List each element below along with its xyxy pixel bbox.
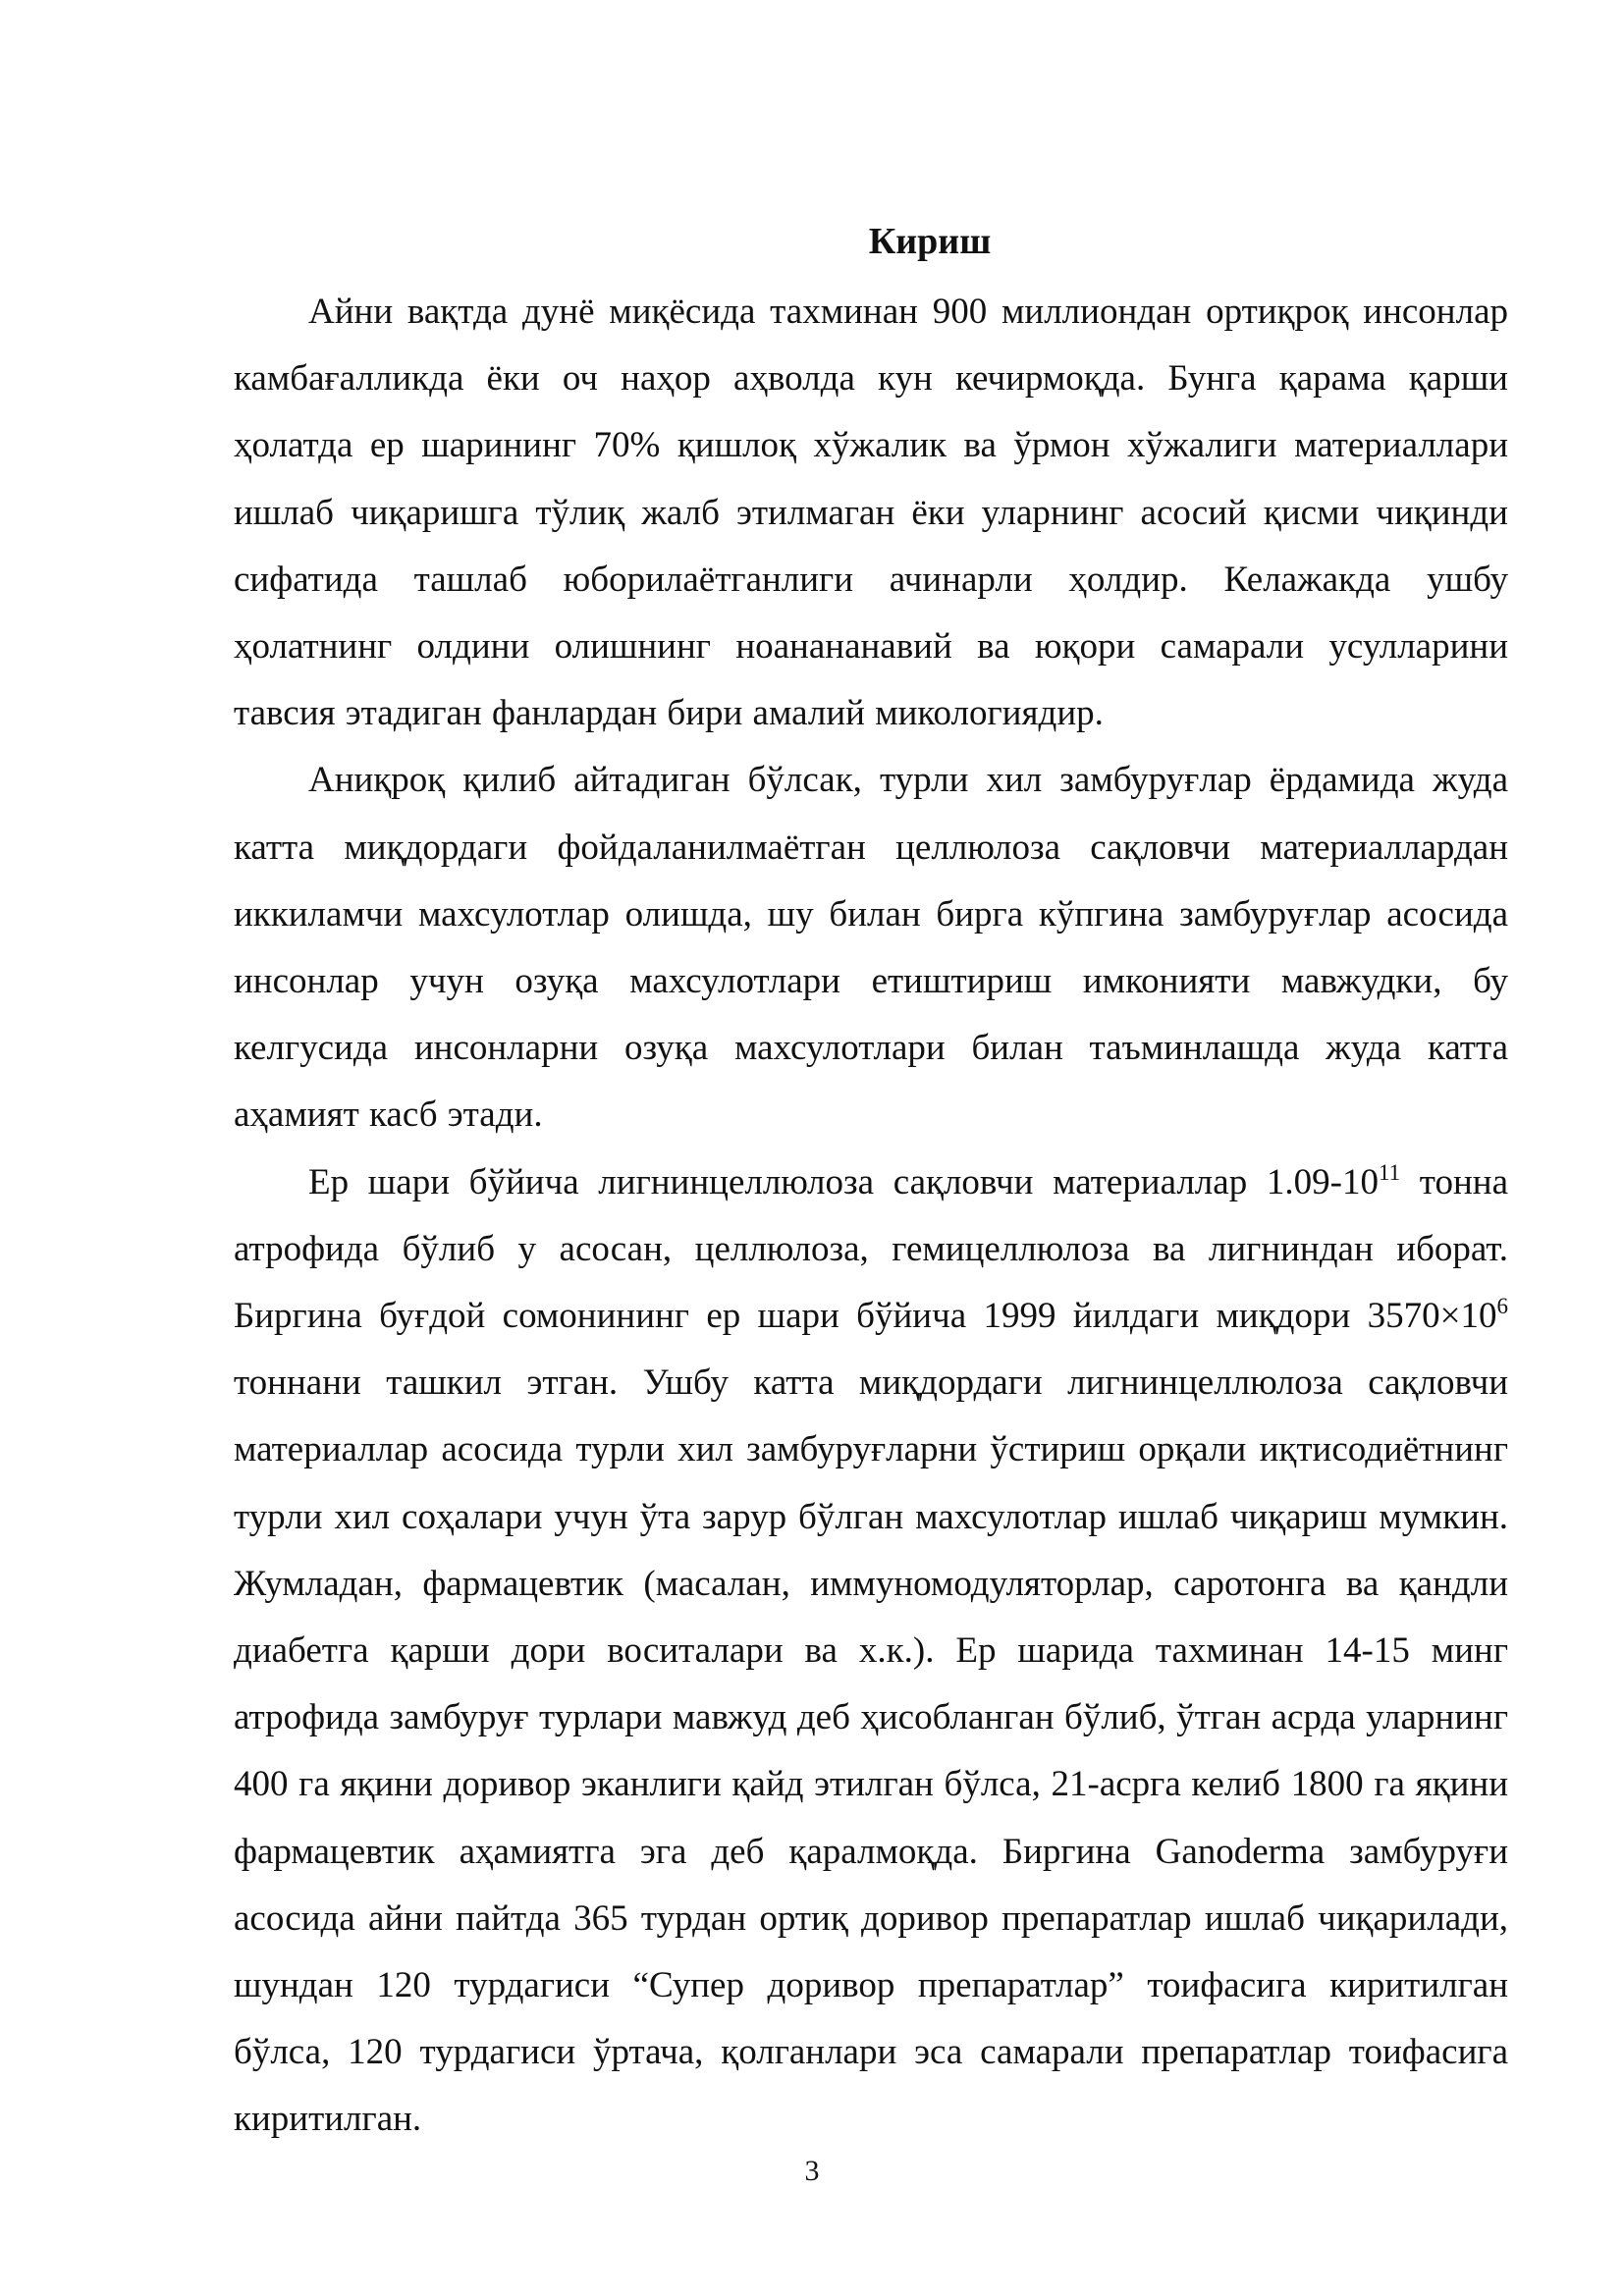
paragraph-3-part-1: Ер шари бўйича лигнинцеллюлоза сақловчи материаллар 1.09-10 — [308, 1161, 1379, 1202]
paragraph-3-part-2: тонна атрофида бўлиб у асосан, целлюлоза, гемицеллюлоза ва лигниндан иборат. Биргина буғдой сомонининг ер шари бўйича 1999 йилдаги миқдори 3570×10 — [234, 1161, 1508, 1337]
exponent-11: 11 — [1378, 1159, 1401, 1185]
section-heading: Кириш — [868, 221, 992, 262]
paragraph-2: Аниқроқ қилиб айтадиган бўлсак, турли хил замбуруғлар ёрдамида жуда катта миқдордаги фойдаланилмаётган целлюлоза сақловчи материаллардан иккиламчи махсулотлар олишда, шу билан бирга кўпгина замбуруғлар асосида инсонлар учун озуқа махсулотлари етиштириш имконияти мавжудки, бу келгусида инсонларни озуқа махсулотлари билан таъминлашда жуда катта аҳамият касб этади. — [234, 760, 1508, 1136]
latin-genus-name: Ganoderma — [1155, 1831, 1326, 1872]
paragraph-3-part-4: замбуруғи асосида айни пайтда 365 турдан ортиқ доривор препаратлар ишлаб чиқарилади, шундан 120 турдагиси “Супер доривор препаратлар” тоифасига киритилган бўлса, 120 турдагиси ўртача, қолганлари эса самарали препаратлар тоифасига киритилган. — [234, 1831, 1509, 2140]
page-body — [234, 208, 1508, 2154]
page-number: 3 — [804, 2155, 820, 2187]
exponent-6: 6 — [1496, 1294, 1508, 1319]
paragraph-3-part-3: тоннани ташкил этган. Ушбу катта миқдордаги лигнинцеллюлоза сақловчи материаллар асосида турли хил замбуруғларни ўстириш орқали иқтисодиётнинг турли хил соҳалари учун ўта зарур бўлган махсулотлар ишлаб чиқариш мумкин. Жумладан, фармацевтик (масалан, иммуномодуляторлар, саротонга ва қандли диабетга қарши дори воситалари ва х.к.). Ер шарида тахминан 14-15 минг атрофида замбуруғ турлари мавжуд деб ҳисобланган бўлиб, ўтган асрда уларнинг 400 га яқини доривор эканлиги қайд этилган бўлса, 21-асрга келиб 1800 га яқини фармацевтик аҳамиятга эга деб қаралмоқда. Биргина — [234, 1362, 1508, 1872]
paragraph-1: Айни вақтда дунё миқёсида тахминан 900 миллиондан ортиқроқ инсонлар камбағалликда ёки оч наҳор аҳволда кун кечирмоқда. Бунга қарама қарши ҳолатда ер шарининг 70% қишлоқ хўжалик ва ўрмон хўжалиги материаллари ишлаб чиқаришга тўлиқ жалб этилмаган ёки уларнинг асосий қисми чиқинди сифатида ташлаб юборилаётганлиги ачинарли ҳолдир. Келажакда ушбу ҳолатнинг олдини олишнинг ноанананавий ва юқори самарали усулларини тавсия этадиган фанлардан бири амалий микологиядир. — [234, 292, 1508, 734]
paragraph-3 — [234, 1149, 1508, 2154]
